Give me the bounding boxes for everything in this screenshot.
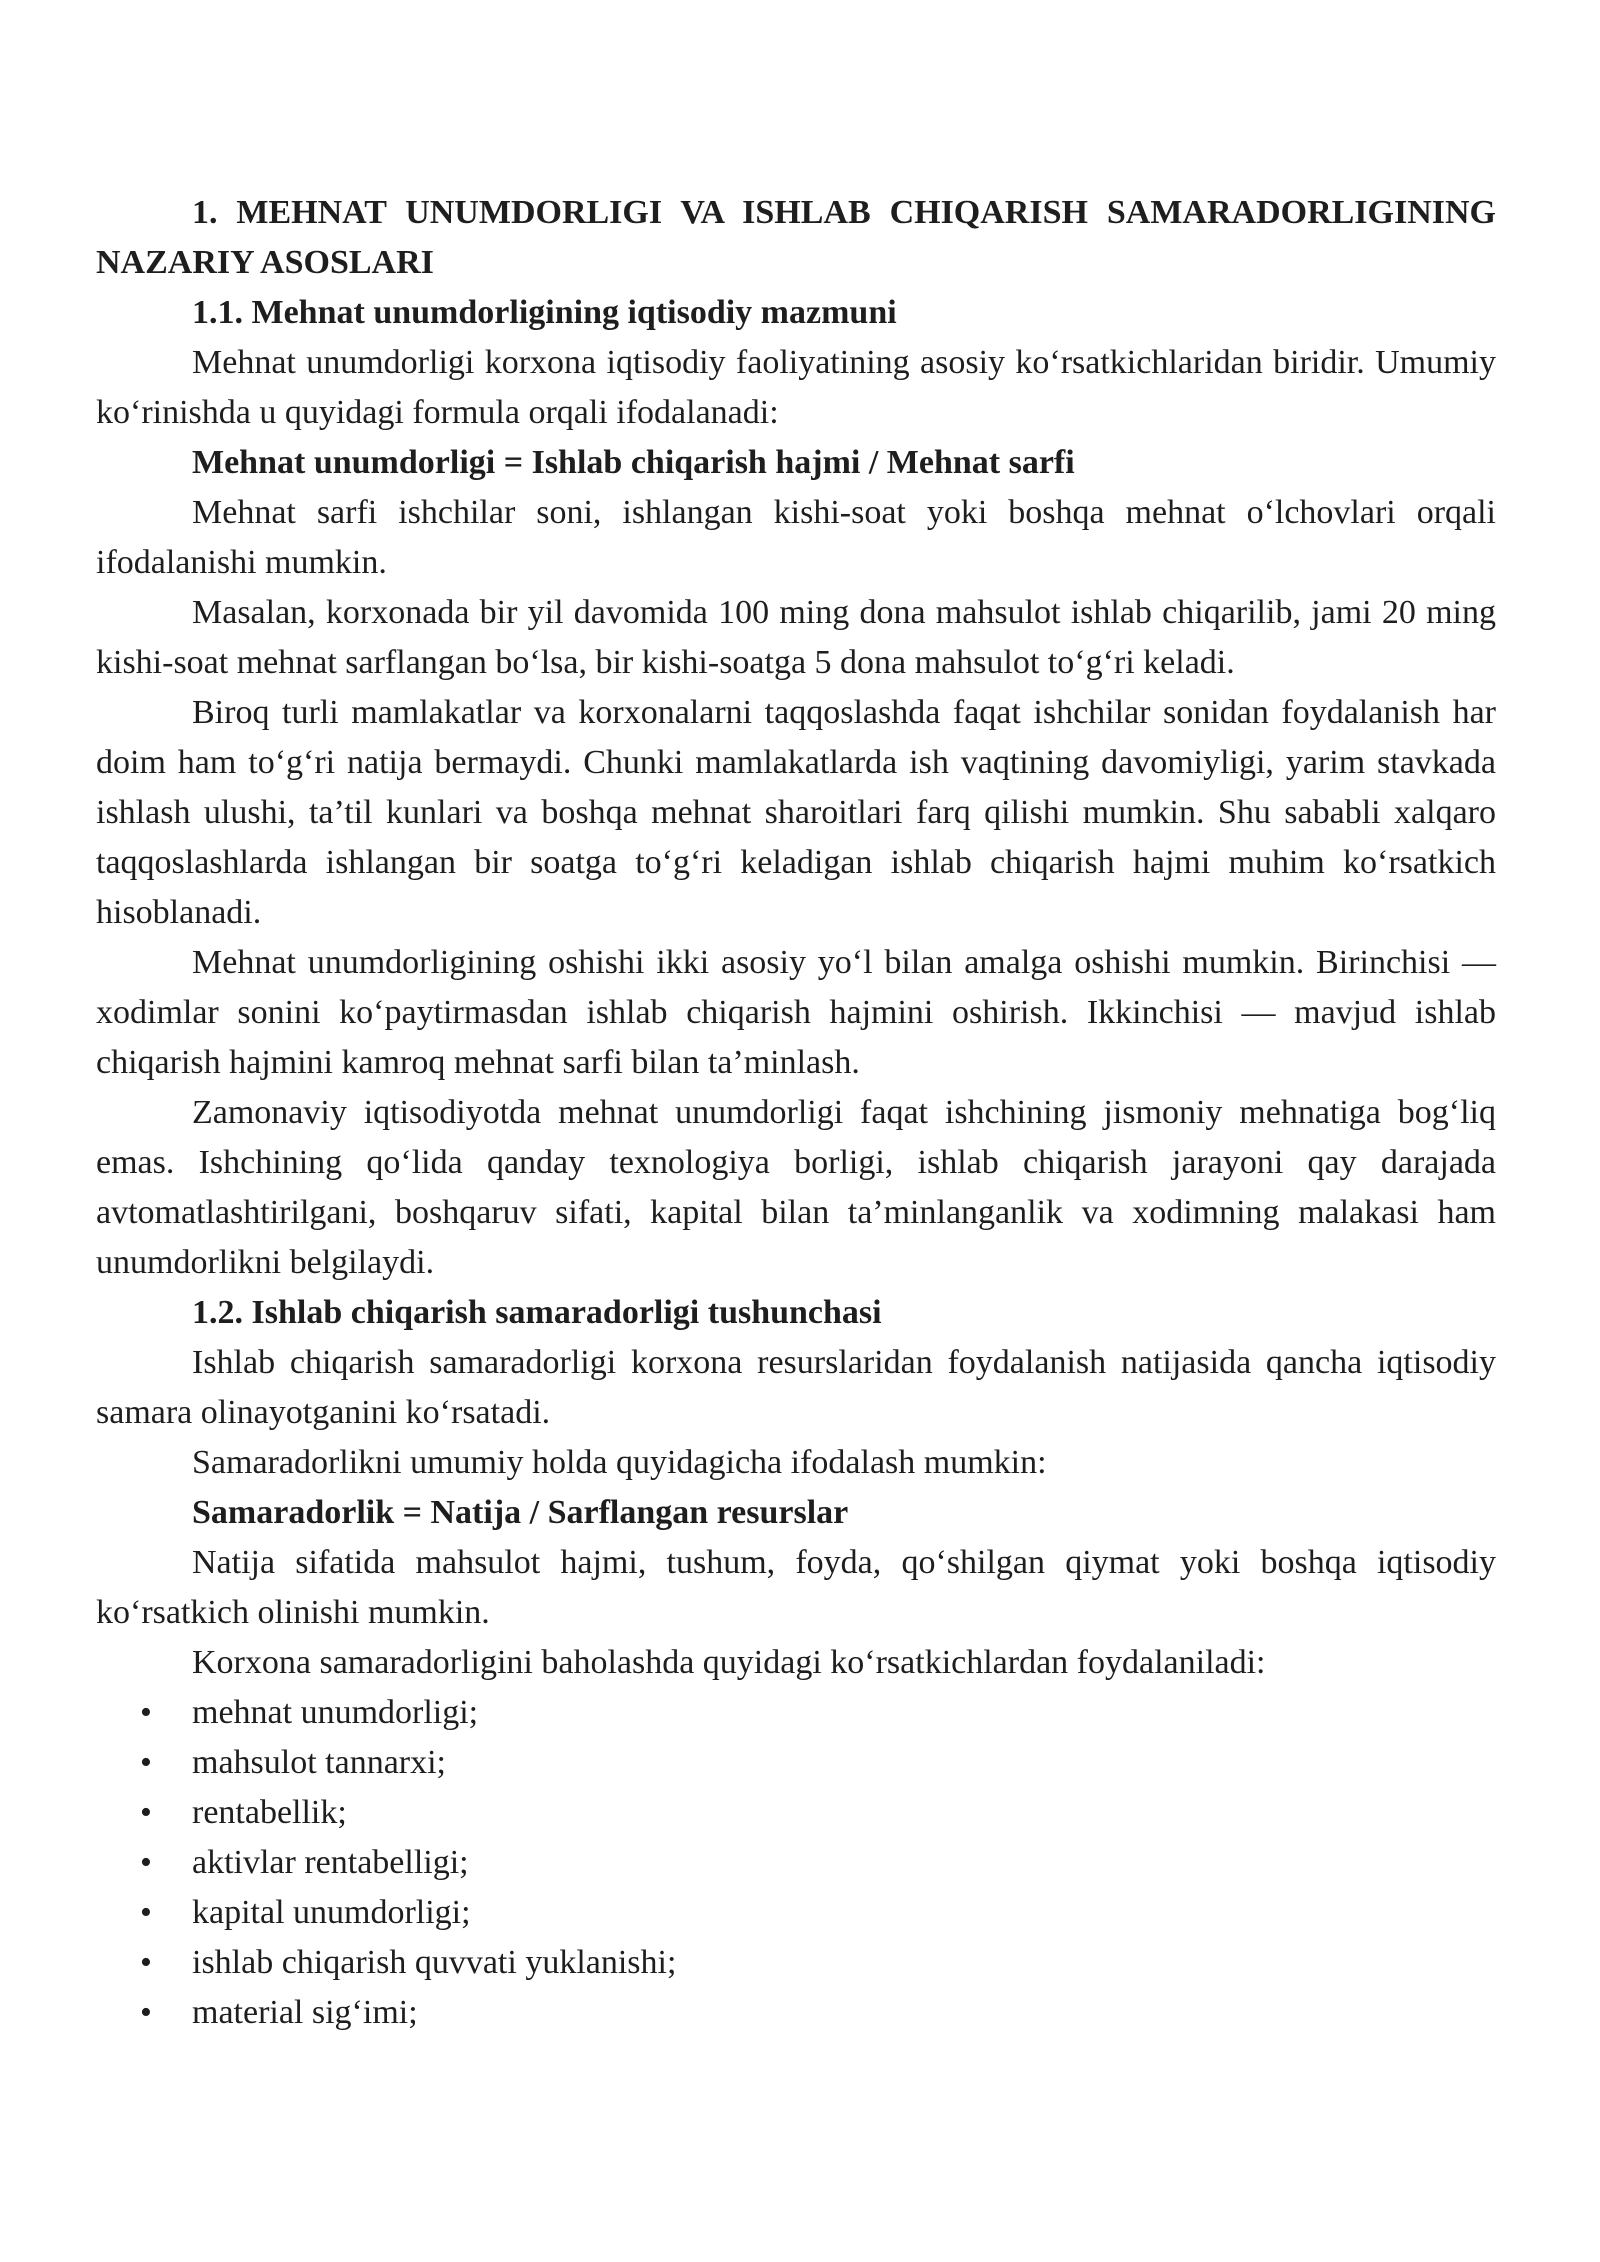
- paragraph: Biroq turli mamlakatlar va korxonalarni taqqoslashda faqat ishchilar sonidan foydalanish har doim ham to‘g‘ri natija bermaydi. Chunki mamlakatlarda ish vaqtining davomiyligi, yarim stavkada ishlash ulushi, ta’til kunlari va boshqa mehnat sharoitlari farq qilishi mumkin. Shu sababli xalqaro taqqoslashlarda ishlangan bir soatga to‘g‘ri keladigan ishlab chiqarish hajmi muhim ko‘rsatkich hisoblanadi.: [96, 694, 1496, 931]
- list-item-text: ishlab chiqarish quvvati yuklanishi;: [192, 1944, 677, 1981]
- paragraph: Masalan, korxonada bir yil davomida 100 ming dona mahsulot ishlab chiqarilib, jami 20 ming kishi-soat mehnat sarflangan bo‘lsa, bir kishi-soatga 5 dona mahsulot to‘g‘ri keladi.: [96, 594, 1496, 681]
- list-item: [96, 1888, 1496, 1938]
- list-item: [96, 1988, 1496, 2038]
- list-item: [96, 1688, 1496, 1738]
- indicator-list: [96, 1688, 1496, 2038]
- paragraph: Natija sifatida mahsulot hajmi, tushum, foyda, qo‘shilgan qiymat yoki boshqa iqtisodiy ko‘rsatkich olinishi mumkin.: [96, 1544, 1496, 1631]
- section-heading-1-1: 1.1. Mehnat unumdorligining iqtisodiy mazmuni: [192, 294, 897, 331]
- paragraph: Mehnat sarfi ishchilar soni, ishlangan kishi-soat yoki boshqa mehnat o‘lchovlari orqali ifodalanishi mumkin.: [96, 494, 1496, 581]
- list-item: [96, 1938, 1496, 1988]
- list-item-text: mehnat unumdorligi;: [192, 1694, 479, 1731]
- bullet-icon: •: [140, 1694, 152, 1731]
- section-heading-1-2: 1.2. Ishlab chiqarish samaradorligi tushunchasi: [192, 1294, 882, 1331]
- list-item-text: rentabellik;: [192, 1794, 347, 1831]
- list-item-text: material sig‘imi;: [192, 1994, 418, 2031]
- paragraph: Mehnat unumdorligining oshishi ikki asosiy yo‘l bilan amalga oshishi mumkin. Birinchisi — xodimlar sonini ko‘paytirmasdan ishlab chiqarish hajmini oshirish. Ikkinchisi — mavjud ishlab chiqarish hajmini kamroq mehnat sarfi bilan ta’minlash.: [96, 944, 1496, 1081]
- paragraph: Zamonaviy iqtisodiyotda mehnat unumdorligi faqat ishchining jismoniy mehnatiga bog‘liq emas. Ishchining qo‘lida qanday texnologiya borligi, ishlab chiqarish jarayoni qay darajada avtomatlashtirilgani, boshqaruv sifati, kapital bilan ta’minlanganlik va xodimning malakasi ham unumdorlikni belgilaydi.: [96, 1094, 1496, 1281]
- paragraph: Korxona samaradorligini baholashda quyidagi ko‘rsatkichlardan foydalaniladi:: [192, 1644, 1266, 1681]
- formula-labor-productivity: Mehnat unumdorligi = Ishlab chiqarish hajmi / Mehnat sarfi: [192, 444, 1075, 481]
- document-page: [96, 188, 1496, 2038]
- bullet-icon: •: [140, 1844, 152, 1881]
- bullet-icon: •: [140, 1994, 152, 2031]
- chapter-title: 1. MEHNAT UNUMDORLIGI VA ISHLAB CHIQARISH SAMARADORLIGINING NAZARIY ASOSLARI: [96, 194, 1496, 281]
- bullet-icon: •: [140, 1894, 152, 1931]
- formula-efficiency: Samaradorlik = Natija / Sarflangan resurslar: [192, 1494, 849, 1531]
- list-item: [96, 1738, 1496, 1788]
- list-item-text: mahsulot tannarxi;: [192, 1744, 447, 1781]
- paragraph: Samaradorlikni umumiy holda quyidagicha ifodalash mumkin:: [192, 1444, 1047, 1481]
- paragraph: Mehnat unumdorligi korxona iqtisodiy faoliyatining asosiy ko‘rsatkichlaridan biridir. Umumiy ko‘rinishda u quyidagi formula orqali ifodalanadi:: [96, 344, 1496, 431]
- list-item-text: aktivlar rentabelligi;: [192, 1844, 469, 1881]
- bullet-icon: •: [140, 1744, 152, 1781]
- bullet-icon: •: [140, 1794, 152, 1831]
- list-item: [96, 1838, 1496, 1888]
- list-item-text: kapital unumdorligi;: [192, 1894, 471, 1931]
- paragraph: Ishlab chiqarish samaradorligi korxona resurslaridan foydalanish natijasida qancha iqtisodiy samara olinayotganini ko‘rsatadi.: [96, 1344, 1496, 1431]
- bullet-icon: •: [140, 1944, 152, 1981]
- list-item: [96, 1788, 1496, 1838]
